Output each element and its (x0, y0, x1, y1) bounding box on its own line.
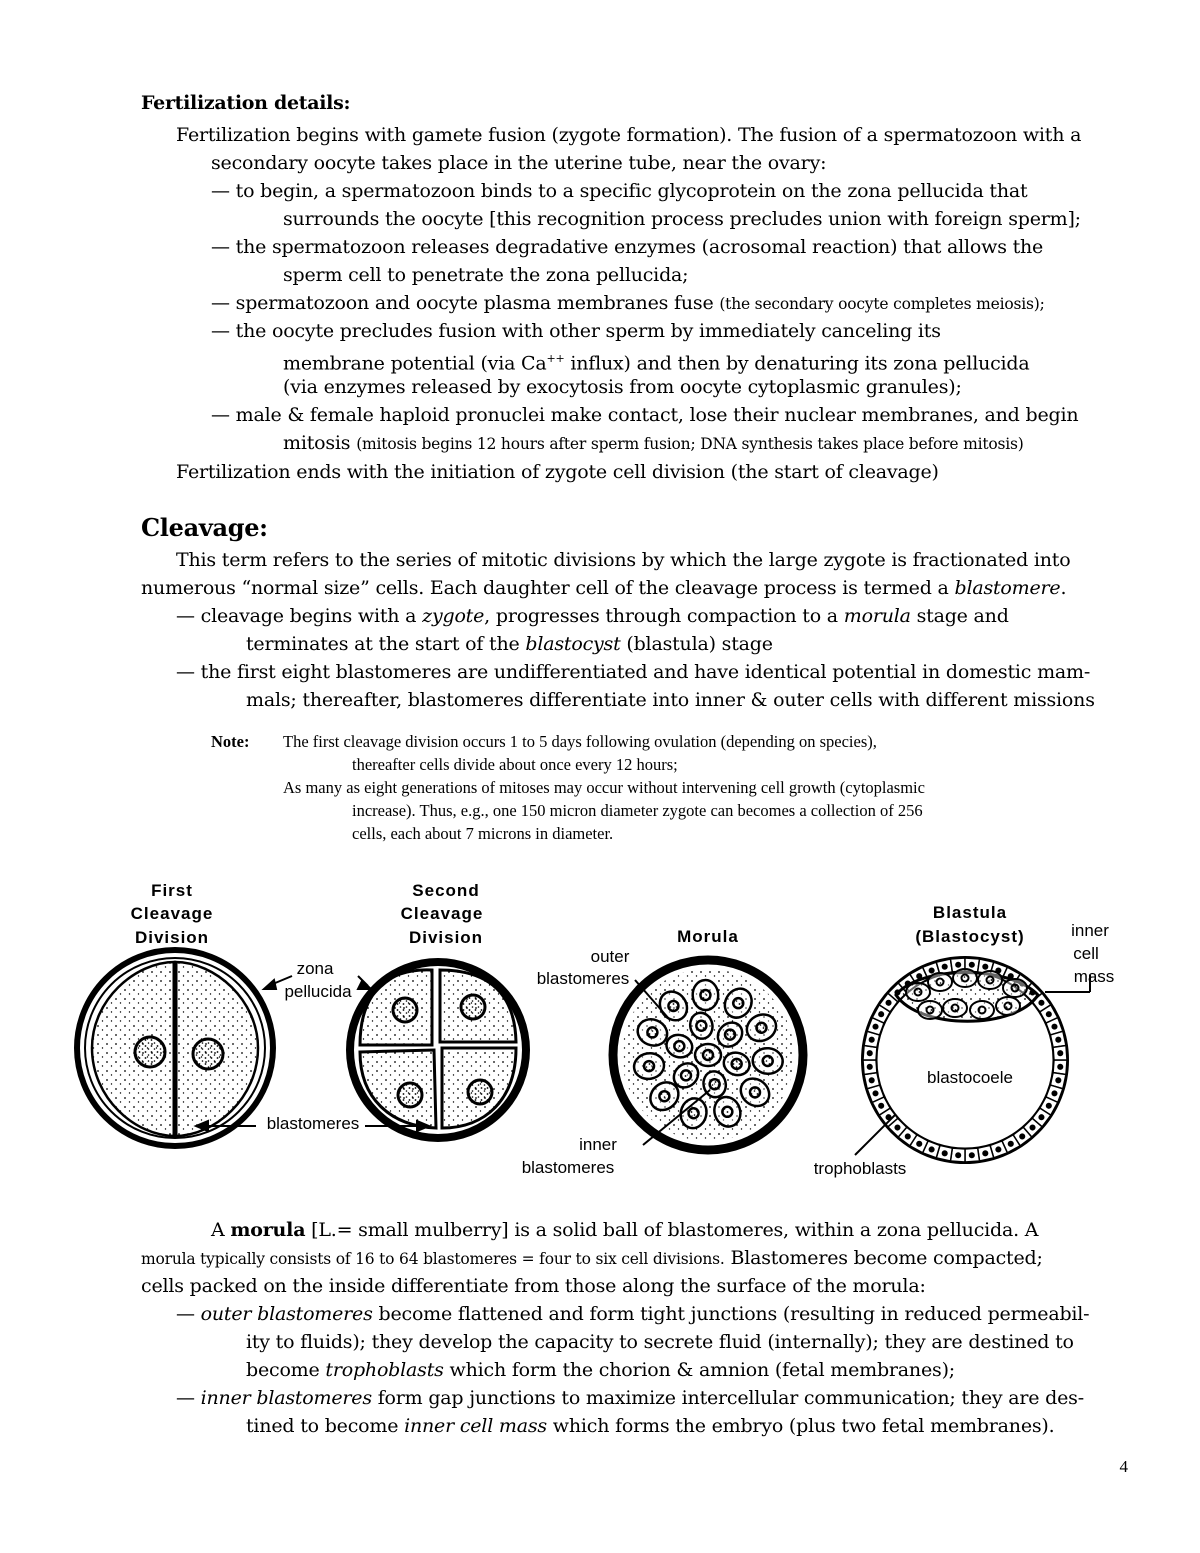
note-label: Note: (211, 732, 250, 751)
page-number: 4 (1119, 1457, 1128, 1476)
term-inner-blastomeres: inner blastomeres (200, 1387, 372, 1409)
ib1-b: form gap junctions to maximize intercellular communication; they are des- (371, 1387, 1084, 1409)
trophoblast-nucleus (929, 1147, 934, 1152)
fert-line-7-small: (the secondary oocyte completes meiosis); (719, 295, 1045, 313)
calcium-superscript: ++ (546, 352, 565, 365)
trophoblast-nucleus (1052, 1091, 1057, 1096)
fert-line-2: secondary oocyte takes place in the uterine tube, near the ovary: (211, 152, 827, 174)
trophoblast-nucleus (917, 1142, 922, 1147)
fert-line-10: (via enzymes released by exocytosis from oocyte cytoplasmic granules); (283, 376, 962, 398)
fert-line-12-main: mitosis (283, 432, 357, 454)
cb1-e: (blastula) stage (620, 633, 773, 655)
morula-para-1 (211, 1216, 1038, 1244)
trophoblast-nucleus (1058, 1051, 1063, 1056)
trophoblast-nucleus (873, 1091, 878, 1096)
term-zygote: zygote (422, 605, 485, 627)
morula-nucleus (710, 1079, 720, 1089)
morula-para-2 (141, 1244, 1043, 1273)
fert-line-7-main: — spermatozoon and oocyte plasma membranes fuse (211, 292, 720, 314)
morula-nucleus (689, 1108, 699, 1118)
fert-line-5: — the spermatozoon releases degradative enzymes (acrosomal reaction) that allows the (211, 236, 1044, 258)
zona-label-2: pellucida (284, 982, 352, 1001)
fertilization-heading: Fertilization details: (141, 92, 351, 114)
fert-line-12-small: (mitosis begins 12 hours after sperm fusion; DNA synthesis takes place before mitosis) (356, 435, 1024, 453)
cleavage-bullet-1 (176, 602, 1009, 630)
trophoblast-nucleus (1030, 1125, 1035, 1130)
icm-label-2: cell (1073, 944, 1099, 963)
ib2-a: tined to become (246, 1415, 405, 1437)
icm-nucleus (979, 1007, 986, 1014)
cleavage-para-2-b: . (1060, 577, 1067, 599)
inner-label-2: blastomeres (521, 1158, 615, 1177)
trophoblast-nucleus (956, 962, 961, 967)
icm-nucleus (915, 989, 922, 996)
note-line-4: increase). Thus, e.g., one 150 micron diameter zygote can becomes a collection of 256 (352, 801, 923, 820)
inner-label-1: inner (579, 1135, 617, 1154)
morula-nucleus (700, 990, 710, 1000)
trophoblast-nucleus (929, 968, 934, 973)
morula-nucleus (763, 1056, 773, 1066)
morula-nucleus (732, 1059, 742, 1069)
morula-nucleus (681, 1070, 691, 1080)
term-blastocyst: blastocyst (525, 633, 621, 655)
cb1-d: terminates at the start of the (246, 633, 526, 655)
trophoblast-nucleus (983, 1151, 988, 1156)
trophoblast-nucleus (983, 964, 988, 969)
trophoblast-nucleus (1052, 1024, 1057, 1029)
note-line-1: The first cleavage division occurs 1 to 5 days following ovulation (depending on species), (283, 732, 877, 751)
trophoblast-nucleus (879, 1012, 884, 1017)
icm-nucleus (962, 975, 969, 982)
morula-nucleus (703, 1050, 713, 1060)
fert-line-11: — male & female haploid pronuclei make contact, lose their nuclear membranes, and begin (211, 404, 1079, 426)
second-cleavage-title-3: Division (408, 928, 484, 947)
cleavage-bullet-2: — the first eight blastomeres are undifferentiated and have identical potential in domestic mam- (176, 661, 1091, 683)
morula-nucleus (725, 1030, 735, 1040)
morula-nucleus (722, 1107, 732, 1117)
outer-bullet-3 (246, 1356, 955, 1384)
trophoblast-nucleus (867, 1065, 872, 1070)
morula-nucleus (674, 1041, 684, 1051)
morula-title: Morula (677, 927, 739, 946)
cleavage-heading: Cleavage: (141, 513, 268, 542)
first-cleavage-drawing (77, 950, 273, 1146)
trophoblast-nucleus (1039, 1115, 1044, 1120)
icm-nucleus (927, 1007, 934, 1014)
trophoblast-nucleus (867, 1051, 872, 1056)
trophoblast-nucleus (869, 1037, 874, 1042)
mp2-main: Blastomeres become compacted; (724, 1247, 1043, 1269)
trophoblast-nucleus (1056, 1037, 1061, 1042)
term-morula-bold: morula (230, 1219, 306, 1241)
trophoblast-nucleus (1008, 1142, 1013, 1147)
note-line-2: thereafter cells divide about once every 12 hours; (352, 755, 678, 774)
trophoblast-nucleus (1020, 1134, 1025, 1139)
second-cleavage-title-2: Cleavage (400, 904, 484, 923)
fert-line-7 (211, 289, 1045, 318)
first-cleavage-title-2: Cleavage (130, 904, 214, 923)
term-blastomere: blastomere (954, 577, 1061, 599)
icm-label-1: inner (1071, 921, 1109, 940)
trophoblast-nucleus (942, 1151, 947, 1156)
morula-nucleus (644, 1061, 654, 1071)
ob1-a: — (176, 1303, 201, 1325)
fert-line-12 (283, 429, 1024, 458)
term-morula: morula (843, 605, 911, 627)
trophoblast-nucleus (996, 1147, 1001, 1152)
trophoblast-nucleus (1047, 1103, 1052, 1108)
morula-para-3: cells packed on the inside differentiate from those along the surface of the morula: (141, 1275, 926, 1297)
fert-line-3: — to begin, a spermatozoon binds to a specific glycoprotein on the zona pellucida that (211, 180, 1028, 202)
icm-nucleus (937, 979, 944, 986)
blastomeres-label: blastomeres (266, 1114, 360, 1133)
cleavage-bullet-2-cont: mals; thereafter, blastomeres differentiate into inner & outer cells with different missions (246, 689, 1095, 711)
fert-line-6: sperm cell to penetrate the zona pellucida; (283, 264, 689, 286)
icm-label-3: mass (1073, 967, 1115, 986)
second-cleavage-title-1: Second (412, 881, 480, 900)
note-line-5: cells, each about 7 microns in diameter. (352, 824, 614, 843)
cleavage-para-2-a: numerous “normal size” cells. Each daughter cell of the cleavage process is termed a (141, 577, 955, 599)
fert-line-9-b: influx) and then by denaturing its zona pellucida (564, 352, 1030, 375)
trophoblast-nucleus (886, 1000, 891, 1005)
morula-nucleus (750, 1087, 760, 1097)
trophoblast-nucleus (895, 1125, 900, 1130)
morula-nucleus (696, 1021, 706, 1031)
cleavage-para-2 (141, 574, 1066, 602)
second-cleavage-drawing (350, 962, 526, 1138)
term-trophoblasts: trophoblasts (325, 1359, 444, 1381)
cleavage-para-1: This term refers to the series of mitotic divisions by which the large zygote is fractionated into (176, 549, 1071, 571)
icm-nucleus (1005, 1003, 1012, 1010)
inner-bullet-1 (176, 1384, 1084, 1412)
mp1-c: [L.= small mulberry] is a solid ball of blastomeres, within a zona pellucida. A (305, 1219, 1039, 1241)
morula-nucleus (647, 1027, 657, 1037)
first-cleavage-title-3: Division (134, 928, 210, 947)
icm-nucleus (987, 977, 994, 984)
fert-line-9-a: membrane potential (via Ca (283, 352, 547, 375)
blastula-title-1: Blastula (932, 903, 1008, 922)
cb1-a: — cleavage begins with a (176, 605, 423, 627)
blastula-drawing (863, 958, 1067, 1162)
outer-bullet-1 (176, 1300, 1089, 1328)
zona-label-1: zona (296, 959, 334, 978)
note-line-3: As many as eight generations of mitoses may occur without intervening cell growth (cytoplasmic (283, 778, 925, 797)
mp2-small: morula typically consists of 16 to 64 blastomeres = four to six cell divisions. (141, 1250, 725, 1268)
ob1-b: become flattened and form tight junctions (resulting in reduced permeabil- (372, 1303, 1090, 1325)
trophoblast-nucleus (970, 962, 975, 967)
ib1-a: — (176, 1387, 201, 1409)
cleavage-bullet-1-cont (246, 630, 773, 658)
term-outer-blastomeres: outer blastomeres (200, 1303, 373, 1325)
morula-nucleus (659, 1091, 669, 1101)
ob3-b: which form the chorion & amnion (fetal membranes); (443, 1359, 955, 1381)
trophoblast-nucleus (879, 1103, 884, 1108)
fert-line-4: surrounds the oocyte [this recognition process precludes union with foreign sperm]; (283, 208, 1081, 230)
term-inner-cell-mass: inner cell mass (404, 1415, 547, 1437)
trophoblast-nucleus (1047, 1012, 1052, 1017)
trophoblasts-label: trophoblasts (813, 1159, 907, 1178)
first-cleavage-title-1: First (151, 881, 193, 900)
trophoblast-nucleus (1056, 1078, 1061, 1083)
mp1-a: A (211, 1219, 231, 1241)
blastula-title-2: (Blastocyst) (915, 927, 1025, 946)
trophoblast-nucleus (1058, 1065, 1063, 1070)
cb1-c: stage and (910, 605, 1009, 627)
outer-label-1: outer (590, 947, 630, 966)
trophoblast-nucleus (1039, 1000, 1044, 1005)
cb1-b: , progresses through compaction to a (484, 605, 844, 627)
cleavage-figure (60, 870, 1160, 1200)
ib2-b: which forms the embryo (plus two fetal membranes). (546, 1415, 1055, 1437)
trophoblast-nucleus (970, 1153, 975, 1158)
outer-bullet-2: ity to fluids); they develop the capacity to secrete fluid (internally); they are destined to (246, 1331, 1074, 1353)
trophoblast-nucleus (869, 1078, 874, 1083)
ob3-a: become (246, 1359, 326, 1381)
icm-nucleus (952, 1005, 959, 1012)
inner-bullet-2 (246, 1412, 1054, 1440)
fert-line-8: — the oocyte precludes fusion with other sperm by immediately canceling its (211, 320, 941, 342)
fert-line-1: Fertilization begins with gamete fusion (zygote formation). The fusion of a spermatozoon with a (176, 124, 1082, 146)
morula-nucleus (668, 1001, 678, 1011)
morula-nucleus (756, 1023, 766, 1033)
trophoblast-nucleus (956, 1153, 961, 1158)
outer-label-2: blastomeres (536, 969, 630, 988)
trophoblast-nucleus (873, 1024, 878, 1029)
morula-nucleus (733, 998, 743, 1008)
icm-nucleus (1012, 985, 1019, 992)
blastocoele-label: blastocoele (926, 1068, 1013, 1087)
fert-line-13: Fertilization ends with the initiation of zygote cell division (the start of cleavage) (176, 461, 939, 483)
trophoblast-nucleus (942, 964, 947, 969)
trophoblast-nucleus (905, 1134, 910, 1139)
